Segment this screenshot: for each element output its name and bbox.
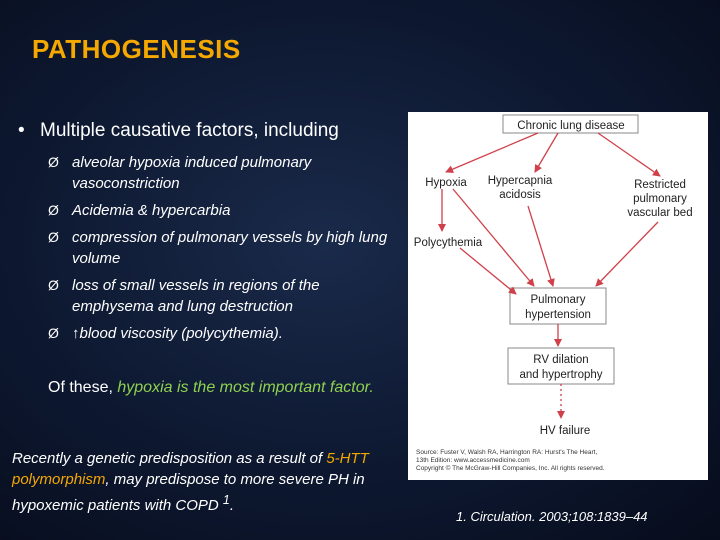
arrow-chronic-to-hypoxia (446, 133, 538, 172)
note-text: , may predispose to more severe PH in hypoxemic patients with COPD (12, 471, 365, 514)
citation-reference: 1. Circulation. 2003;108:1839–44 (456, 509, 648, 524)
of-these-statement (48, 374, 398, 401)
sub-bullet-item (48, 275, 393, 317)
flow-diagram-svg (408, 112, 708, 480)
sub-bullet-item (48, 323, 393, 344)
arrow-bullet-icon: Ø (48, 154, 59, 170)
5-htt-highlight: 5-HTT (326, 450, 369, 467)
arrow-hypercapnia-to-pulmonary-hypertension (528, 206, 553, 286)
sub-bullet-text: compression of pulmonary vessels by high lung volume (72, 229, 388, 267)
rv-dilation-label-2: and hypertrophy (519, 369, 603, 381)
acidosis-label: acidosis (499, 189, 541, 201)
pathogenesis-flow-diagram (408, 112, 708, 480)
arrow-restricted-to-pulmonary-hypertension (596, 222, 658, 286)
of-these-prefix: Of these, (48, 379, 118, 396)
note-text: . (229, 497, 235, 514)
pulmonary-hypertension-label-2: hypertension (525, 309, 591, 321)
source-line-1: Source: Fuster V, Walsh RA, Harrington RA: Hurst's The Heart, (416, 449, 598, 456)
sub-bullet-list (48, 152, 393, 350)
vascular-bed-label: vascular bed (627, 207, 693, 219)
hypercapnia-label: Hypercapnia (487, 175, 553, 187)
hypoxia-label: Hypoxia (425, 177, 467, 189)
note-text: Recently a genetic predisposition as a result of (12, 450, 327, 467)
sub-bullet-text: loss of small vessels in regions of the emphysema and lung destruction (72, 277, 320, 315)
sub-bullet-item (48, 227, 393, 269)
source-line-2: 13th Edition: www.accessmedicine.com (416, 457, 530, 464)
pulmonary-hypertension-label-1: Pulmonary (530, 294, 586, 306)
citation-superscript: 1 (222, 493, 230, 507)
arrow-bullet-icon: Ø (48, 202, 59, 218)
pulmonary-label: pulmonary (633, 193, 687, 205)
arrow-bullet-icon: Ø (48, 229, 59, 245)
chronic-lung-disease-label: Chronic lung disease (517, 120, 625, 132)
hypoxia-highlight: hypoxia is the most important factor. (117, 379, 374, 396)
sub-bullet-text: alveolar hypoxia induced pulmonary vasoconstriction (72, 154, 312, 192)
sub-bullet-text: Acidemia & hypercarbia (72, 202, 231, 219)
polymorphism-highlight: polymorphism (12, 471, 106, 488)
bullet-marker: • (18, 120, 25, 141)
restricted-label: Restricted (634, 179, 686, 191)
rv-dilation-label-1: RV dilation (533, 354, 589, 366)
polycythemia-label: Polycythemia (413, 237, 483, 249)
genetic-predisposition-note (12, 448, 412, 516)
slide-title: PATHOGENESIS (32, 34, 241, 64)
sub-bullet-item (48, 200, 393, 221)
arrow-chronic-to-restricted (598, 133, 660, 176)
hv-failure-label: HV failure (539, 425, 591, 437)
main-bullet (18, 120, 408, 142)
arrow-bullet-icon: Ø (48, 277, 59, 293)
main-bullet-text: Multiple causative factors, including (40, 120, 339, 141)
arrow-chronic-to-hypercapnia (535, 133, 558, 172)
sub-bullet-item (48, 152, 393, 194)
sub-bullet-text: ↑blood viscosity (polycythemia). (72, 325, 283, 342)
arrow-bullet-icon: Ø (48, 325, 59, 341)
source-line-3: Copyright © The McGraw-Hill Companies, Inc. All rights reserved. (416, 465, 605, 472)
